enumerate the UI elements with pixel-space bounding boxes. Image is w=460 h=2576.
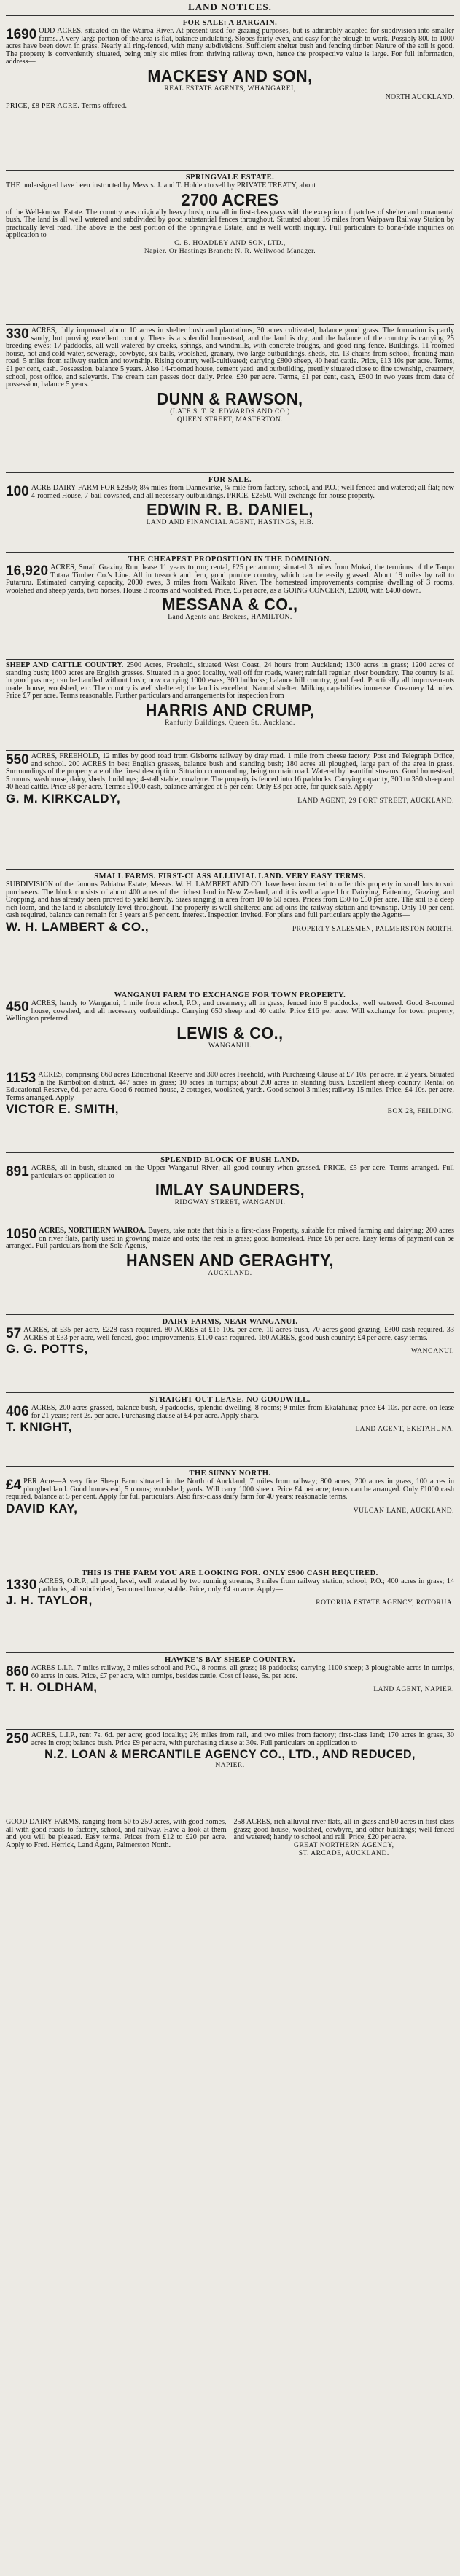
advertiser-row [6, 1420, 454, 1435]
divider [6, 1152, 454, 1153]
ad-body [6, 1732, 454, 1747]
advertiser-name: DAVID KAY, [6, 1501, 78, 1515]
ad-lead-number: 450 [6, 999, 29, 1015]
ad-text: ACRES, 200 acres grassed, balance bush, 9 paddocks, splendid dwelling, 8 rooms; 9 miles from Ekatahuna; price £4 10s. per acre, on lease for 21 years; rent 2s. per acre. Purchasing clause at £4 per acre. Apply sharp. [31, 1404, 454, 1420]
divider [6, 869, 454, 870]
ad-lead-number: 57 [6, 1326, 22, 1341]
advertiser-address: QUEEN STREET, MASTERTON. [176, 415, 284, 424]
ad-text: ACRES, L.I.P., rent 7s. 6d. per acre; good locality; 2½ miles from rail, and two miles from factory; first-class land; 170 acres in grass, 30 acres in crop; balance bush. Price £9 per acre, with purchasing clause at 30s. Full particulars on application to [31, 1732, 454, 1747]
ad-body [6, 1165, 454, 1180]
advertiser-name: G. G. POTTS, [6, 1342, 88, 1357]
ad-lead-number: 1690 [6, 27, 37, 42]
ad-lead-number: 330 [6, 327, 29, 342]
ad-heading: WANGANUI FARM TO EXCHANGE FOR TOWN PROPERTY. [114, 991, 346, 999]
ad-lead-number: 250 [6, 1732, 29, 1746]
divider [6, 324, 454, 325]
ad-15 [6, 1469, 454, 1564]
ad-1 [6, 18, 454, 168]
ad-13 [6, 1317, 454, 1390]
advertiser-name: EDWIN R. B. DANIEL, [147, 500, 313, 520]
ad-text: ACRES, at £35 per acre, £228 cash required. 80 ACRES at £16 10s. per acre, 10 acres bush, 70 acres good grazing, £300 cash required. 33 ACRES at £33 per acre, well fenced, good improvements, £100 cash required. 160 ACRES, good bush country; £4 per acre, easy terms. [23, 1326, 454, 1342]
advertiser-name: MESSANA & CO., [162, 595, 298, 614]
ad-lead-number: 1050 [6, 1227, 37, 1242]
advertiser-row [6, 1342, 454, 1357]
ad-lead-number: 406 [6, 1404, 29, 1419]
ad-heading: FOR SALE: A BARGAIN. [182, 19, 278, 27]
advertiser-region: NORTH AUCKLAND. [385, 93, 454, 101]
ad-heading: SMALL FARMS. FIRST-CLASS ALLUVIAL LAND. VERY EASY TERMS. [94, 873, 366, 881]
advertiser-name: HARRIS AND CRUMP, [145, 700, 315, 719]
advertiser-name: T. H. OLDHAM, [6, 1680, 98, 1695]
advertiser-note: (LATE S. T. R. EDWARDS AND CO.) [170, 407, 290, 415]
ad-heading: STRAIGHT-OUT LEASE. NO GOODWILL. [149, 1396, 311, 1404]
ad-lead-number: 550 [6, 753, 29, 768]
advertiser-address: REAL ESTATE AGENTS, WHANGAREI, [164, 85, 296, 93]
ad-text: ACRES, handy to Wanganui, 1 mile from school, P.O., and creamery; all in grass, fenced into 9 paddocks, well watered. Good 8-roomed house, cowshed, and all necessary outbuildings. Carrying 650 sheep and 40 cattle. Price £16 per acre. Will exchange for town property, Wellington preferred. [6, 999, 454, 1023]
ad-text: ACRES, comprising 860 acres Educational Reserve and 300 acres Freehold, with Purchasing Clause at £7 10s. per acre, in 2 years. Situated in the Kimbolton district. 447 acres in grass; 10 acres in turnips; about 200 acres in standing bush. Excellent sheep country. Rental on Educational Reserve, 6d. per acre. Good 6-roomed house, 2 cottages, woolshed, yards. Good school 3 miles; railway 15 miles. Price, £4 10s. per acre. Terms arranged. Apply— [6, 1072, 454, 1102]
ad-text: SUBDIVISION of the famous Pahiatua Estate, Messrs. W. H. LAMBERT AND CO. have been instructed to offer this property in small lots to suit purchasers. The block consists of about 400 acres of the richest land in New Zealand, and it is well adapted for Dairying, Fattening, Grazing, and Cropping, and has already been proved to yield heavily. Sizes ranging in area from 10 to 50 acres. Prices from £30 to £50 per acre. The soil is a deep rich loam, and the land is absolutely level throughout. The property is well sheltered and adjoins the railway station and township. Only 10 per cent. cash required, balance can remain for 5 years at 5 per cent. interest. Inspection invited. For plans and full particulars apply the Agents— [6, 881, 454, 920]
divider [6, 1729, 454, 1730]
ad-text: Buyers, take note that this is a first-class Property, suitable for mixed farming and dairying; 200 acres on river flats, partly used in growing maize and oats; the rest in grass; good homestead. Price £6 per acre. Easy terms of payment can be arranged. Full particulars from the Sole Agents, [6, 1227, 454, 1251]
ad-text: 258 ACRES, rich alluvial river flats, all in grass and 80 acres in first-class grass; good house, woolshed, cowbyre, and other buildings; well fenced and watered; handy to school and rail. Price, £20 per acre. [233, 1819, 454, 1842]
divider [6, 170, 454, 171]
divider [6, 1392, 454, 1393]
ad-body [6, 1227, 454, 1251]
advertiser-name: G. M. KIRKCALDY, [6, 791, 121, 805]
ad-6 [6, 662, 454, 748]
bottom-columns [6, 1819, 454, 1906]
advertiser-name: C. B. HOADLEY AND SON, LTD., [174, 239, 286, 247]
divider [6, 1652, 454, 1653]
ad-price: PRICE, £8 PER ACRE. Terms offered. [6, 101, 128, 110]
ad-body [6, 28, 454, 66]
ad-body [6, 1405, 454, 1420]
ad-text: ACRES L.I.P., 7 miles railway, 2 miles school and P.O., 8 rooms, all grass; 18 paddocks; carrying 1100 sheep; 3 ploughable acres in turnips, 60 acres in oats. Price, £7 per acre, with turnips, besides cattle. Cost of lease, 5s. per acre. [31, 1664, 454, 1680]
ad-9 [6, 991, 454, 1066]
ad-5 [6, 555, 454, 657]
bottom-right-ad [234, 1819, 455, 1906]
advertiser-address: Ranfurly Buildings, Queen St., Auckland. [165, 719, 295, 727]
ad-body [6, 1327, 454, 1342]
ad-heading: THE CHEAPEST PROPOSITION IN THE DOMINION. [128, 555, 332, 563]
ad-text: ACRES, all in bush, situated on the Upper Wanganui River; all good country when grassed. PRICE, £5 per acre. Terms arranged. Full particulars on application to [31, 1164, 454, 1180]
advertiser-name: N.Z. LOAN & MERCANTILE AGENCY CO., LTD., AND REDUCED, [44, 1747, 416, 1762]
ad-body [6, 327, 454, 389]
advertiser-address: Land Agents and Brokers, HAMILTON. [168, 614, 292, 622]
ad-lead-number: 860 [6, 1664, 29, 1679]
advertiser-name: W. H. LAMBERT & CO., [6, 919, 149, 934]
ad-body [6, 662, 454, 700]
advertiser-row [6, 920, 454, 934]
ad-17 [6, 1655, 454, 1727]
ad-heading: THE SUNNY NORTH. [189, 1470, 271, 1478]
ad-text: GOOD DAIRY FARMS, ranging from 50 to 250 acres, with good homes, all with good roads to factory, school, and railway. Have a look at them and you will be pleased. Easy terms. Prices from £12 to £20 per acre. Apply to Fred. Herrick, Land Agent, Palmerston North. [6, 1819, 227, 1849]
ad-heading: SPRINGVALE ESTATE. [185, 173, 275, 182]
advertiser-row [6, 792, 454, 806]
section-header: LAND NOTICES. [188, 1, 272, 12]
advertiser-address: NAPIER. [215, 1762, 245, 1770]
advertiser-row [6, 1593, 454, 1608]
ad-12 [6, 1227, 454, 1312]
ad-3 [6, 327, 454, 470]
advertiser-address: WANGANUI. [208, 1042, 252, 1050]
divider [6, 659, 454, 660]
ad-body [6, 753, 454, 792]
ad-heading: HAWKE'S BAY SHEEP COUNTRY. [165, 1656, 295, 1664]
ad-heading: THIS IS THE FARM YOU ARE LOOKING FOR. ONLY £900 CASH REQUIRED. [82, 1569, 378, 1577]
advertiser-name: VICTOR E. SMITH, [6, 1102, 120, 1117]
acreage-headline: 2700 ACRES [181, 190, 279, 209]
advertiser-name: LEWIS & CO., [176, 1023, 284, 1042]
ad-2 [6, 173, 454, 322]
ad-text: ACRES, O.R.P., all good, level, well watered by two running streams, 3 miles from railway station, school, P.O.; 400 acres in grass; 14 paddocks, all subdivided, 5-roomed house, stable. Price, only £4 an acre. Apply— [39, 1577, 454, 1593]
advertiser-name: GREAT NORTHERN AGENCY, [293, 1841, 394, 1849]
ad-14 [6, 1395, 454, 1464]
advertiser-address: ST. ARCADE, AUCKLAND. [298, 1849, 389, 1857]
divider [6, 1466, 454, 1467]
advertiser-name: MACKESY AND SON, [147, 66, 313, 85]
advertiser-address: RIDGWAY STREET, WANGANUI. [174, 1199, 286, 1207]
ad-heading: ACRES, NORTHERN WAIROA. [39, 1227, 147, 1235]
ad-lead-number: 1330 [6, 1577, 37, 1593]
ad-11 [6, 1155, 454, 1222]
ad-text: ACRES, FREEHOLD, 12 miles by good road from Gisborne railway by dray road. 1 mile from cheese factory, Post and Telegraph Office, and school. 200 ACRES in best English grasses, balance bush and standing bush; 180 acres all ploughed, large part of the area in grass. Surroundings of the property are of the finest description. Situation commanding, being on main road. Watered by beautiful streams. Good homestead, 5 rooms, washhouse, dairy, sheds, buildings; 4-stall stable; cowbyre. The property is fenced into 16 paddocks. Carrying capacity, 300 to 350 sheep and 40 head cattle. Price £8 per acre. Terms: £1000 cash, balance arranged at 5 per cent. Only £3 per acre, for quick sale. Apply— [6, 753, 454, 792]
ad-lead-number: £4 [6, 1478, 22, 1493]
divider [6, 750, 454, 751]
advertiser-address: AUCKLAND. [208, 1269, 252, 1277]
divider [6, 472, 454, 473]
ad-body [6, 564, 454, 595]
divider [6, 1314, 454, 1315]
advertiser-address: VULCAN LANE, AUCKLAND. [353, 1507, 454, 1515]
ad-heading: SHEEP AND CATTLE COUNTRY. [6, 662, 124, 669]
ad-8 [6, 872, 454, 985]
ad-text: ACRE DAIRY FARM FOR £2850; 8¼ miles from Dannevirke, ¼-mile from factory, school, and P.O.; well fenced and watered; all flat; new 4-roomed House, 7-bail cowshed, and all necessary outbuildings. PRICE, £2850. Will exchange for house property. [31, 484, 454, 500]
advertiser-name: IMLAY SAUNDERS, [155, 1180, 305, 1200]
ad-18 [6, 1732, 454, 1814]
advertiser-name: J. H. TAYLOR, [6, 1593, 93, 1608]
advertiser-address: LAND AGENT, EKETAHUNA. [355, 1426, 454, 1434]
ad-16 [6, 1569, 454, 1650]
advertiser-address: Napier. Or Hastings Branch: N. R. Wellwood Manager. [144, 247, 316, 255]
ad-body [6, 1072, 454, 1102]
advertiser-address: LAND AGENT, NAPIER. [373, 1686, 454, 1694]
divider [6, 552, 454, 553]
ad-text: ODD ACRES, situated on the Wairoa River. At present used for grazing purposes, but is admirably adapted for subdivision into smaller farms. A very large portion of the area is flat, balance undulating. Slopes fairly even, and easy for the plough to work. Possibly 800 to 1000 acres have been down in grass. Nearly all ring-fenced, with many subdivisions. Sufficient shelter bush and fencing timber. Nature of the soil is good. The property is conveniently situated, being only six miles from thriving railway town, hence the prospective value is large. For full information, address— [6, 27, 454, 66]
ad-lead-number: 1153 [6, 1072, 36, 1086]
ad-intro: THE undersigned have been instructed by Messrs. J. and T. Holden to sell by PRIVATE TREATY, about [6, 182, 316, 190]
advertiser-address: BOX 28, FEILDING. [387, 1108, 454, 1116]
ad-lead-number: 100 [6, 484, 29, 499]
ad-lead-number: 891 [6, 1164, 29, 1179]
advertiser-name: HANSEN AND GERAGHTY, [126, 1250, 334, 1270]
advertiser-name: T. KNIGHT, [6, 1420, 72, 1435]
advertiser-row [6, 1502, 454, 1516]
divider [6, 15, 454, 16]
ad-lead-number: 16,920 [6, 563, 49, 579]
advertiser-name: DUNN & RAWSON, [157, 389, 303, 408]
ad-body [6, 485, 454, 500]
ad-4 [6, 475, 454, 550]
advertiser-address: PROPERTY SALESMEN, PALMERSTON NORTH. [292, 925, 454, 933]
ad-text: of the Well-known Estate. The country was originally heavy bush, now all in first-class grass with the exception of patches of shelter and ornamental bush. The land is all well watered and subdivided by good substantial fences throughout. Situated about 16 miles from Waipawa Railway Station by practically level road. The above is the best portion of the Springvale Estate, and is well worth inquiry. Full particulars to bona-fide inquiries on application to [6, 208, 454, 240]
ad-body [6, 1478, 454, 1502]
advertiser-row [6, 1102, 454, 1117]
ad-heading: DAIRY FARMS, NEAR WANGANUI. [162, 1318, 298, 1326]
advertiser-address: LAND AGENT, 29 FORT STREET, AUCKLAND. [297, 797, 454, 805]
ad-heading: SPLENDID BLOCK OF BUSH LAND. [160, 1156, 300, 1164]
ad-body [6, 1665, 454, 1680]
ad-text: 2500 Acres, Freehold, situated West Coast, 24 hours from Auckland; 1300 acres in grass; 1200 acres of standing bush; 1600 acres are English grasses. Situated in a good locality, well off for roads, water; rainfall regular; river boundary. The country is all in good pasture; can be handled without bush; now carrying 1000 ewes, 300 bullocks; balance hill country, good feed. Practically all improvements made; house, woolshed, etc. The country is well sheltered; the land is excellent; Natural shelter. Milking capabilities immense. Creamery 14 miles. Price £7 per acre. Terms reasonable. Further particulars and arrangements for inspection from [6, 662, 454, 700]
ad-body [6, 1578, 454, 1593]
advertiser-address: LAND AND FINANCIAL AGENT, HASTINGS, H.B. [146, 519, 314, 527]
ad-body [6, 1000, 454, 1023]
advertiser-address: WANGANUI. [410, 1348, 454, 1356]
bottom-left-ad [6, 1819, 227, 1906]
advertiser-row [6, 1680, 454, 1695]
ad-text: ACRES, fully improved, about 10 acres in shelter bush and plantations, 30 acres cultivated, balance good grass. The formation is partly sandy, but proving excellent country. There is a splendid homestead, and the land is dry, and the balance of the country is carrying 25 breeding ewes; 17 paddocks, all well-watered by creeks, springs, and windmills, with concrete troughs, and good ring-fence. Buildings, 11-roomed house, hot and cold water, sewerage, cowbyre, six bails, woolshed, granary, two large outbuildings, sheds, etc. 13 chains from school, fronting main road. 5 miles from railway station and township. Rising country well-cultivated; carrying £800 sheep, 40 head cattle. Price, £13 10s per acre. Terms, £1 per cent, cash. Possession, balance 5 years. Also 14-roomed house, cement yard, and outbuilding, prettily situated close to fine township, creamery, school, post office, and saleyards. The cream cart passes door daily. Price, £30 per acre. Terms, £1 per cent, cash, £500 in two years from date of possession, balance 5 years. [6, 327, 454, 389]
ad-10 [6, 1072, 454, 1150]
advertiser-address: ROTORUA ESTATE AGENCY, ROTORUA. [316, 1599, 454, 1607]
ad-heading: FOR SALE. [208, 476, 252, 484]
ad-text: ACRES, Small Grazing Run, lease 11 years to run; rental, £25 per annum; situated 3 miles from Mokai, the terminus of the Taupo Totara Timber Co.'s Line. All in tussock and fern, good pumice country, which can be easily grassed. About 19 miles by rail to Putaruru. Estimated carrying capacity, 2000 ewes, 3 miles from Waikato River. The homestead improvements comprise dwelling of 3 rooms, woolshed and sheep yards, two horses. House 3 rooms and woolshed. Price, £5 per acre, as a GOING CONCERN, £2000, with £400 down. [6, 563, 454, 595]
ad-text: PER Acre—A very fine Sheep Farm situated in the North of Auckland, 7 miles from railway; 800 acres, 200 acres in grass, 100 acres in ploughed land. Good homestead, 5 rooms; woolshed; yards. Will carry 1000 sheep. Price £4 per acre; terms can be arranged. Only £1000 cash required, balance at 5 per cent. Apply for full particulars. Also first-class dairy farm for 40 years; reasonable terms. [6, 1478, 454, 1502]
ad-7 [6, 753, 454, 867]
